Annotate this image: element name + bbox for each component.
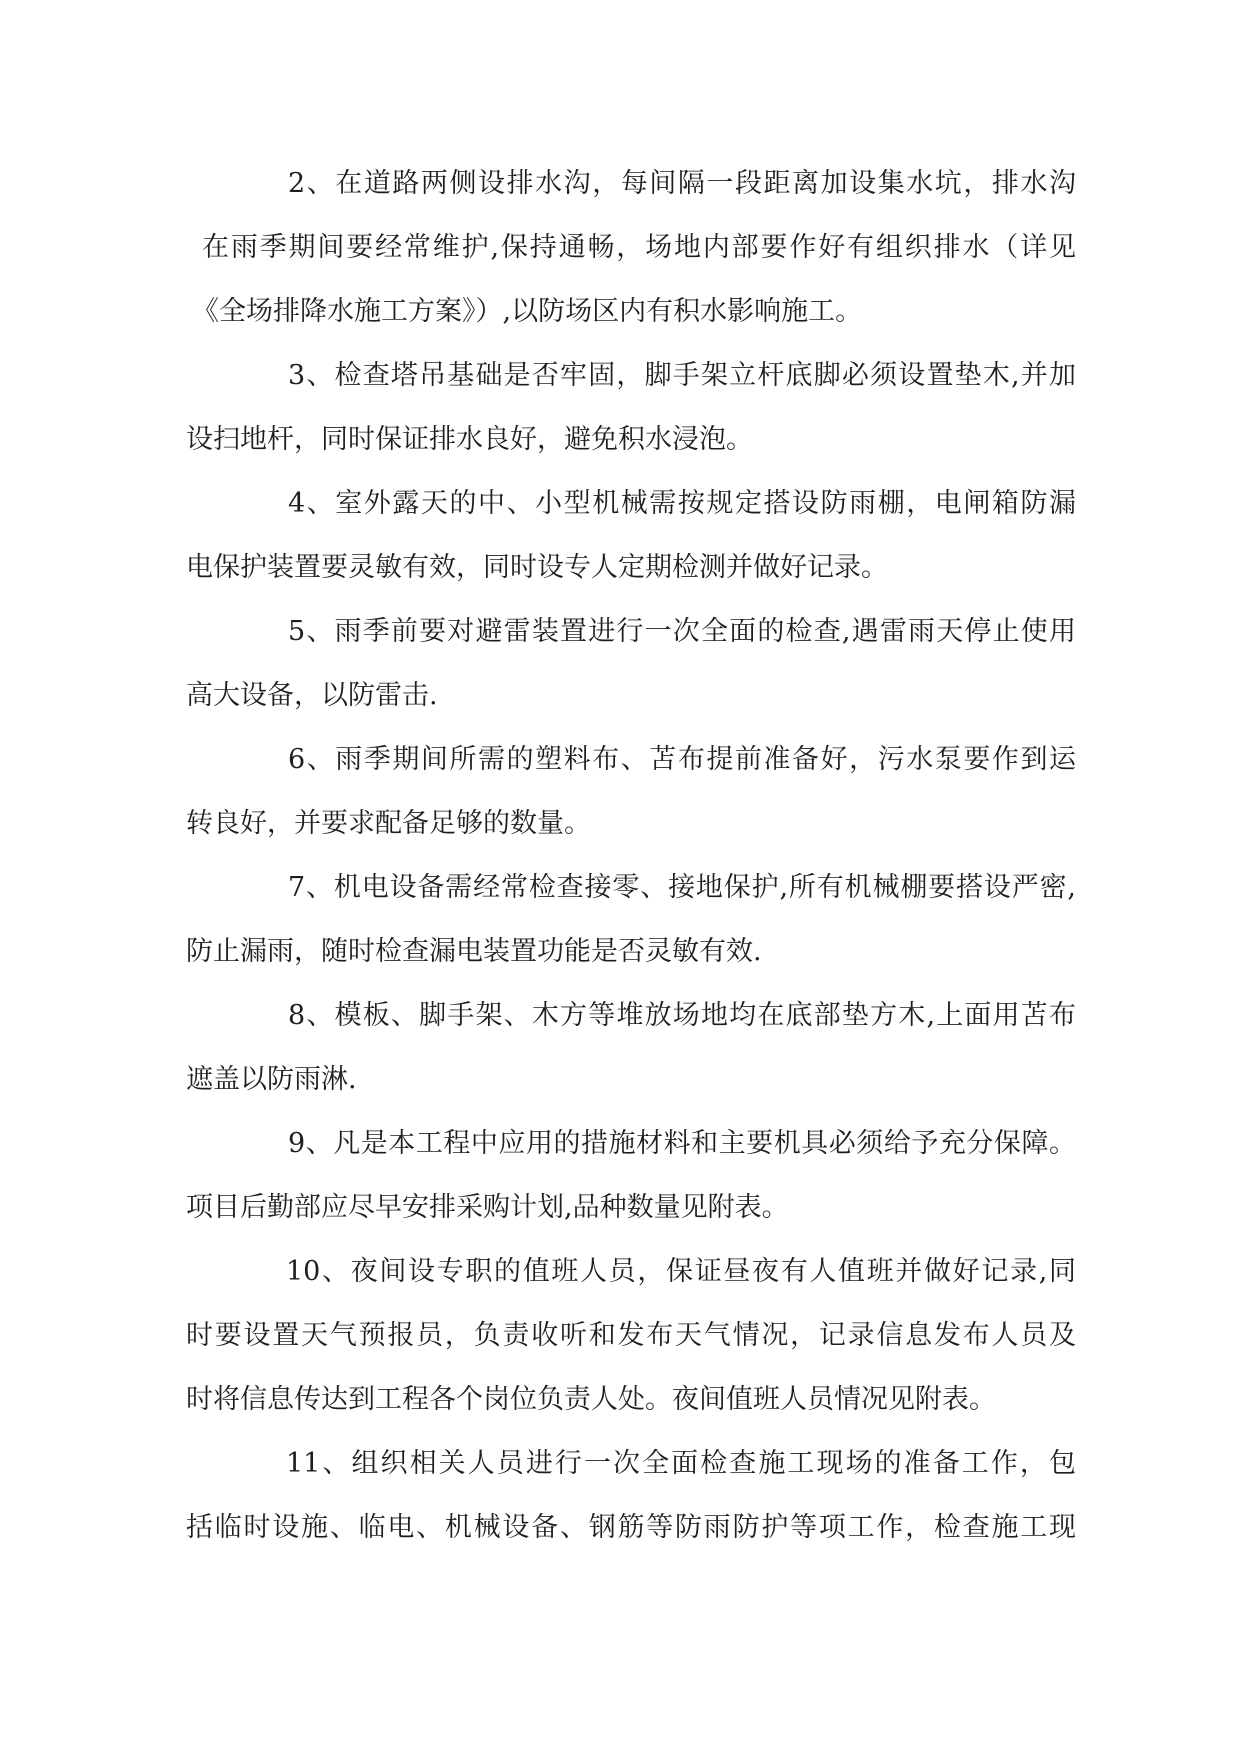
text-line: 9、凡是本工程中应用的措施材料和主要机具必须给予充分保障。 [288, 1128, 1076, 1159]
text-line: 括临时设施、临电、机械设备、钢筋等防雨防护等项工作，检查施工现 [186, 1512, 1076, 1543]
text-line: 5、雨季前要对避雷装置进行一次全面的检查,遇雷雨天停止使用 [288, 616, 1076, 647]
text-line: 项目后勤部应尽早安排采购计划,品种数量见附表。 [186, 1192, 789, 1223]
text-line: 电保护装置要灵敏有效，同时设专人定期检测并做好记录。 [186, 552, 888, 583]
text-line: 7、机电设备需经常检查接零、接地保护,所有机械棚要搭设严密, [288, 872, 1076, 903]
text-line: 《全场排降水施工方案》）,以防场区内有积水影响施工。 [192, 296, 863, 327]
text-line: 4、室外露天的中、小型机械需按规定搭设防雨棚，电闸箱防漏 [288, 488, 1076, 519]
text-line: 2、在道路两侧设排水沟，每间隔一段距离加设集水坑，排水沟 [288, 168, 1076, 199]
text-line: 防止漏雨，随时检查漏电装置功能是否灵敏有效. [186, 936, 762, 967]
text-line: 8、模板、脚手架、木方等堆放场地均在底部垫方木,上面用苫布 [288, 1000, 1076, 1031]
text-line: 3、检查塔吊基础是否牢固，脚手架立杆底脚必须设置垫木,并加 [288, 360, 1076, 391]
text-line: 高大设备，以防雷击. [186, 680, 438, 711]
text-line: 10、夜间设专职的值班人员，保证昼夜有人值班并做好记录,同 [286, 1256, 1076, 1287]
text-line: 转良好，并要求配备足够的数量。 [186, 808, 591, 839]
text-line: 设扫地杆，同时保证排水良好，避免积水浸泡。 [186, 424, 753, 455]
text-line: 11、组织相关人员进行一次全面检查施工现场的准备工作，包 [286, 1448, 1076, 1479]
text-line: 时要设置天气预报员，负责收听和发布天气情况，记录信息发布人员及 [186, 1320, 1076, 1351]
text-line: 时将信息传达到工程各个岗位负责人处。夜间值班人员情况见附表。 [186, 1384, 996, 1415]
text-line: 6、雨季期间所需的塑料布、苫布提前准备好，污水泵要作到运 [288, 744, 1076, 775]
text-line: 在雨季期间要经常维护,保持通畅，场地内部要作好有组织排水（详见 [202, 232, 1076, 263]
text-line: 遮盖以防雨淋. [186, 1064, 357, 1095]
